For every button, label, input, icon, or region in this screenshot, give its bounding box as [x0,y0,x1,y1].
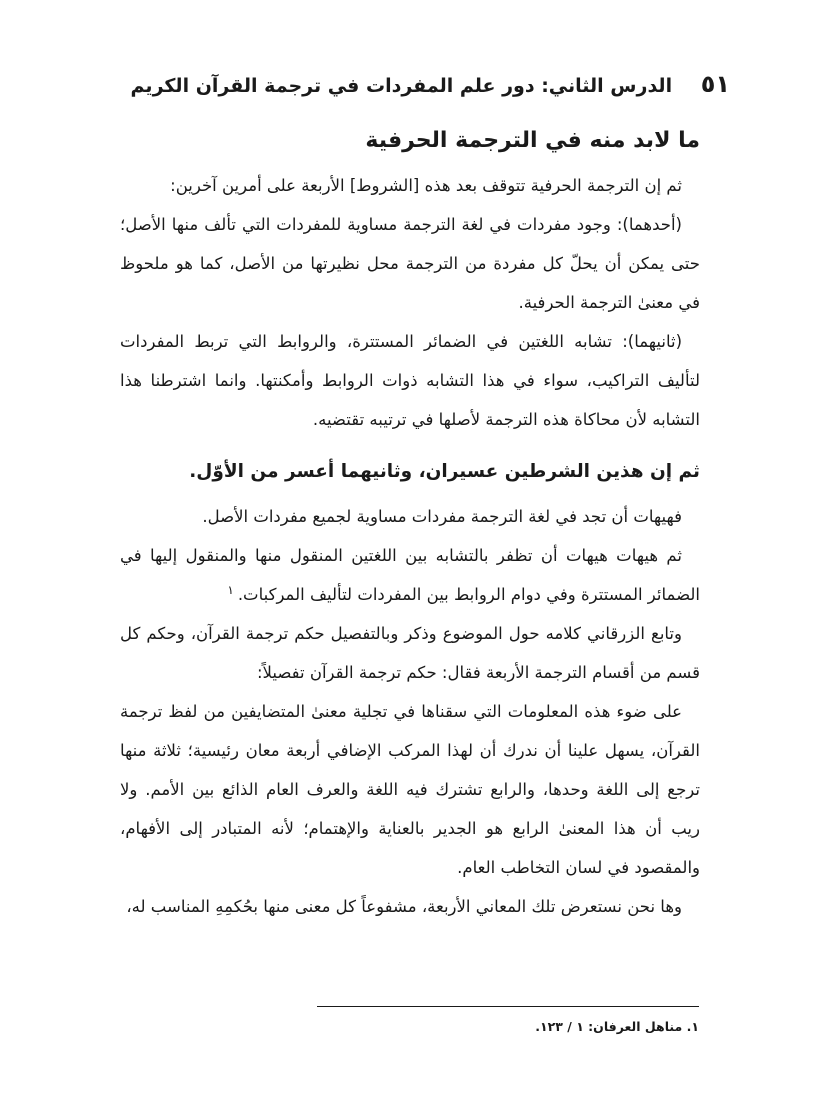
footnote-divider [317,1006,699,1007]
section-heading: ما لابد منه في الترجمة الحرفية [365,128,700,153]
paragraph-text: ثم هيهات هيهات أن تظفر بالتشابه بين اللغتين المنقول منها والمنقول إليها في الضمائر المستترة وفي دوام الروابط بين المفردات لتأليف المركبات. [120,546,700,604]
footnote-reference[interactable]: ١ [227,582,234,597]
paragraph: (أحدهما): وجود مفردات في لغة الترجمة مساوية للمفردات التي تألف منها الأصل؛ حتى يمكن أن يحلّ كل مفردة من الترجمة محل نظيرتها من الأصل، كما هو ملحوظ في معنىٰ الترجمة الحرفية. [120,215,700,312]
paragraph: وتابع الزرقاني كلامه حول الموضوع وذكر وبالتفصيل حكم ترجمة القرآن، وحكم كل قسم من أقسام الترجمة الأربعة فقال: حكم ترجمة القرآن تفصيلاً: [120,624,700,682]
section-heading: ثم إن هذين الشرطين عسيران، وثانيهما أعسر من الأوّل. [189,461,700,482]
paragraph: ثم إن الترجمة الحرفية تتوقف بعد هذه [الشروط] الأربعة على أمرين آخرين: [170,176,682,195]
paragraph: (ثانيهما): تشابه اللغتين في الضمائر المستترة، والروابط التي تربط المفردات لتأليف التراكيب، سواء في هذا التشابه ذوات الروابط وأمكنتها. وانما اشترطنا هذا التشابه لأن محاكاة هذه الترجمة لأصلها في ترتيبه تقتضيه. [120,332,700,429]
paragraph: وها نحن نستعرض تلك المعاني الأربعة، مشفوعاً كل معنى منها بحُكمِهِ المناسب له، [126,897,682,916]
paragraph: على ضوء هذه المعلومات التي سقناها في تجلية معنىٰ المتضايفين من لفظ ترجمة القرآن، يسهل علينا أن ندرك أن لهذا المركب الإضافي أربعة معان رئيسية؛ ثلاثة منها ترجع إلى اللغة وحدها، والرابع تشترك فيه اللغة والعرف العام الذائع بين الأمم. ولا ريب أن هذا المعنىٰ الرابع هو الجدير بالعناية والإهتمام؛ لأنه المتبادر إلى الأفهام، والمقصود في لسان التخاطب العام. [120,702,700,877]
running-title: الدرس الثاني: دور علم المفردات في ترجمة القرآن الكريم [130,75,673,97]
running-header [86,64,730,104]
paragraph [120,536,700,614]
page-body [120,116,700,926]
paragraph: فهيهات أن تجد في لغة الترجمة مفردات مساوية لجميع مفردات الأصل. [202,507,682,526]
page-number: ٥١ [700,70,730,98]
footnote: ١. مناهل العرفان: ١ / ١٢٣. [535,1019,699,1034]
